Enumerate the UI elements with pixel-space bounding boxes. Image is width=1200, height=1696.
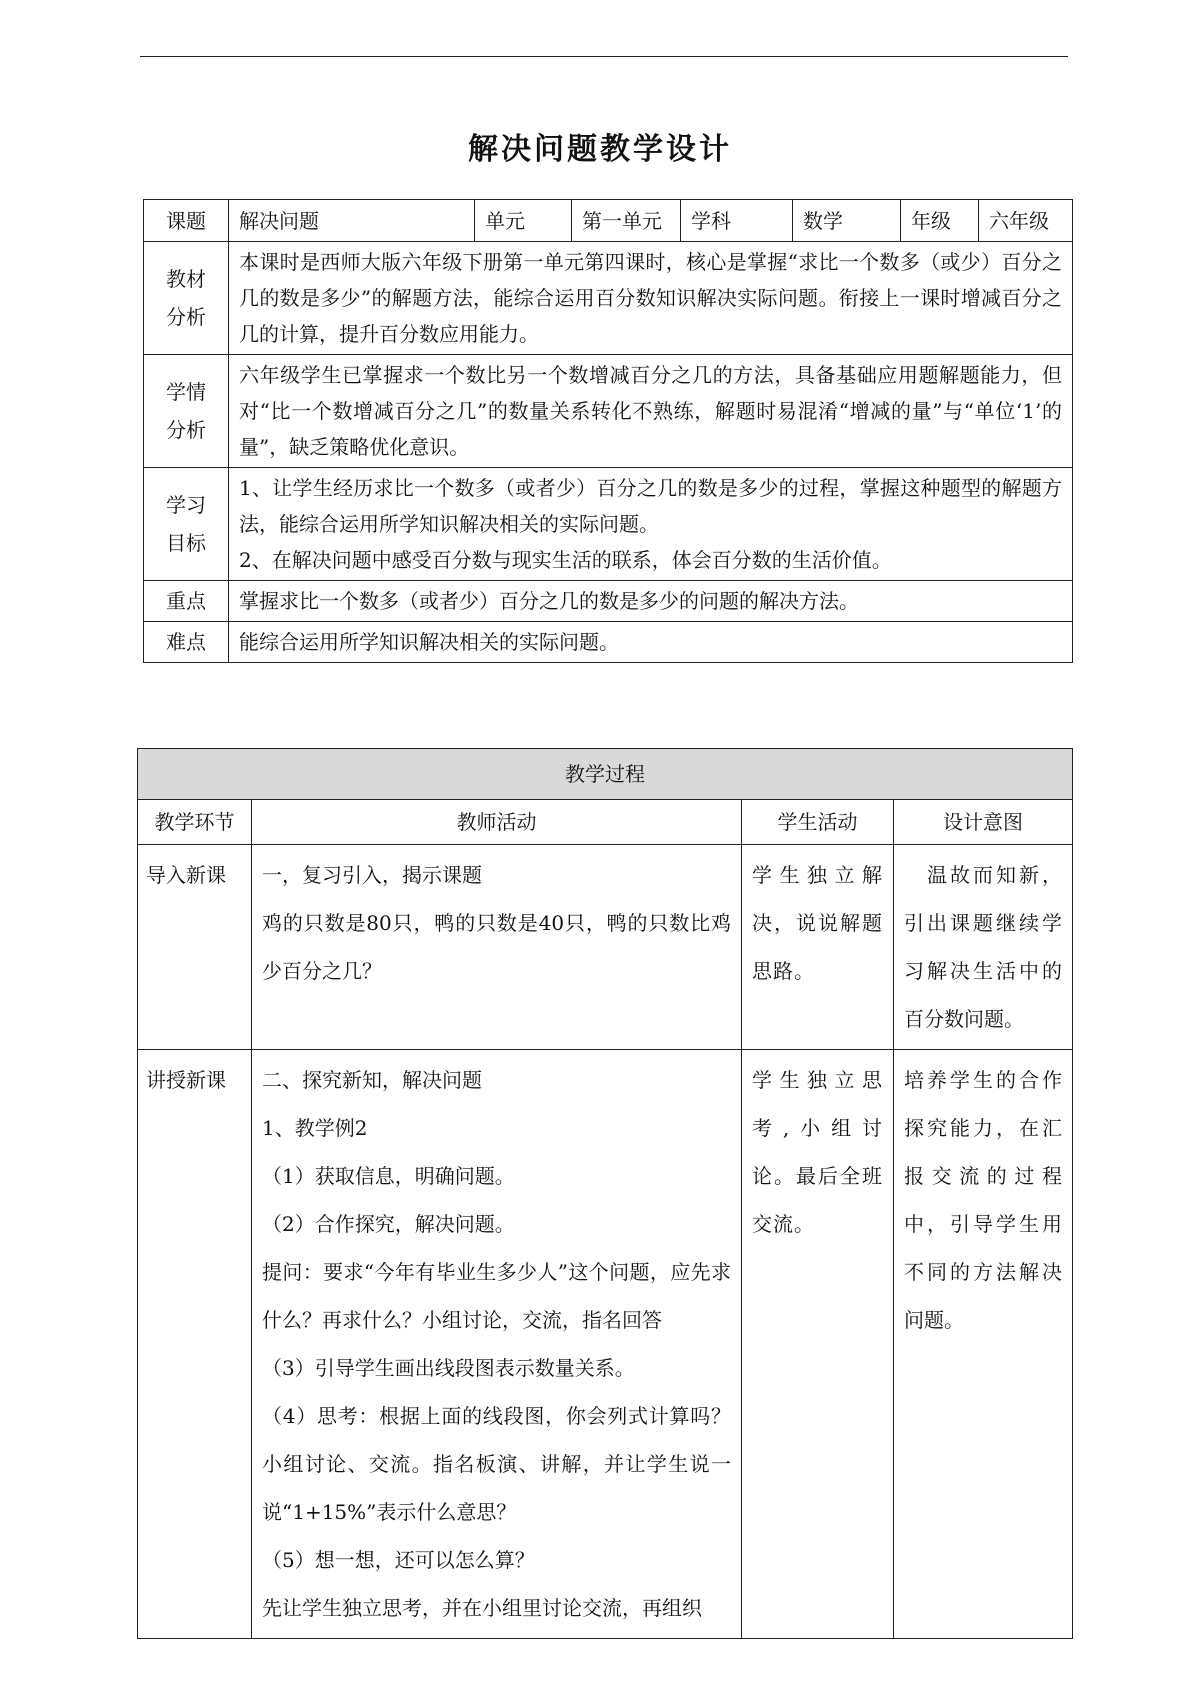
process-banner-row	[138, 749, 1073, 800]
grade-value: 六年级	[979, 200, 1073, 242]
difficulty-text: 能综合运用所学知识解决相关的实际问题。	[229, 622, 1073, 663]
teacher-step: 二、探究新知，解决问题	[262, 1068, 482, 1092]
difficulty-label: 难点	[144, 622, 229, 663]
stage-cell: 讲授新课	[138, 1050, 252, 1639]
info-row-material	[144, 242, 1073, 355]
subject-label: 学科	[681, 200, 793, 242]
topic-label: 课题	[144, 200, 229, 242]
teacher-step: 一，复习引入，揭示课题	[262, 863, 482, 887]
material-text: 本课时是西师大版六年级下册第一单元第四课时，核心是掌握“求比一个数多（或少）百分之几的数是多少”的解题方法，能综合运用百分数知识解决实际问题。衔接上一课时增减百分之几的计算，提升百分数应用能力。	[229, 242, 1073, 355]
teacher-step: 1、教学例2	[262, 1116, 368, 1140]
header-student: 学生活动	[742, 800, 894, 845]
header-rule	[140, 56, 1068, 57]
teacher-step: 提问：要求“今年有毕业生多少人”这个问题，应先求什么？再求什么？小组讨论，交流，指名回答	[262, 1260, 731, 1332]
subject-value: 数学	[793, 200, 901, 242]
info-row-goals	[144, 468, 1073, 581]
teacher-activity	[252, 1050, 742, 1639]
teaching-process-table	[137, 748, 1073, 1639]
teacher-step: 先让学生独立思考，并在小组里讨论交流，再组织	[262, 1596, 702, 1620]
header-intent: 设计意图	[894, 800, 1073, 845]
learner-label: 学情 分析	[144, 355, 229, 468]
grade-label: 年级	[901, 200, 979, 242]
topic-value: 解决问题	[229, 200, 475, 242]
info-row-difficulty	[144, 622, 1073, 663]
info-row-topic	[144, 200, 1073, 242]
teacher-step: （3）引导学生画出线段图表示数量关系。	[262, 1356, 635, 1380]
teacher-step: （4）思考：根据上面的线段图，你会列式计算吗？小组讨论、交流。指名板演、讲解，并让学生说一说“1+15%”表示什么意思？	[262, 1404, 731, 1524]
teacher-step: （2）合作探究，解决问题。	[262, 1212, 515, 1236]
goal-item-2: 2、在解决问题中感受百分数与现实生活的联系，体会百分数的生活价值。	[239, 548, 892, 572]
goal-text	[229, 468, 1073, 581]
key-text: 掌握求比一个数多（或者少）百分之几的数是多少的问题的解决方法。	[229, 581, 1073, 622]
process-row-intro	[138, 845, 1073, 1050]
unit-value: 第一单元	[572, 200, 681, 242]
teacher-step: （1）获取信息，明确问题。	[262, 1164, 515, 1188]
teacher-step: （5）想一想，还可以怎么算？	[262, 1548, 535, 1572]
teacher-step: 鸡的只数是80只，鸭的只数是40只，鸭的只数比鸡少百分之几？	[262, 911, 731, 983]
document-title: 解决问题教学设计	[468, 132, 732, 167]
goal-item-1: 1、让学生经历求比一个数多（或者少）百分之几的数是多少的过程，掌握这种题型的解题方法，能综合运用所学知识解决相关的实际问题。	[239, 476, 1062, 536]
lesson-info-table	[143, 199, 1073, 663]
key-label: 重点	[144, 581, 229, 622]
unit-label: 单元	[475, 200, 572, 242]
student-activity: 学生独立解决，说说解题思路。	[742, 845, 894, 1050]
goal-label: 学习 目标	[144, 468, 229, 581]
header-stage: 教学环节	[138, 800, 252, 845]
stage-cell: 导入新课	[138, 845, 252, 1050]
info-row-key	[144, 581, 1073, 622]
design-intent: 温故而知新，引出课题继续学习解决生活中的百分数问题。	[894, 845, 1073, 1050]
material-label: 教材 分析	[144, 242, 229, 355]
student-activity: 学生独立思考,小组讨论。最后全班交流。	[742, 1050, 894, 1639]
process-banner: 教学过程	[138, 749, 1073, 800]
process-row-new	[138, 1050, 1073, 1639]
design-intent: 培养学生的合作探究能力，在汇报交流的过程中，引导学生用不同的方法解决问题。	[894, 1050, 1073, 1639]
process-header-row	[138, 800, 1073, 845]
teacher-activity	[252, 845, 742, 1050]
header-teacher: 教师活动	[252, 800, 742, 845]
learner-text: 六年级学生已掌握求一个数比另一个数增减百分之几的方法，具备基础应用题解题能力，但对“比一个数增减百分之几”的数量关系转化不熟练，解题时易混淆“增减的量”与“单位‘1’的量”，缺乏策略优化意识。	[229, 355, 1073, 468]
info-row-learner	[144, 355, 1073, 468]
